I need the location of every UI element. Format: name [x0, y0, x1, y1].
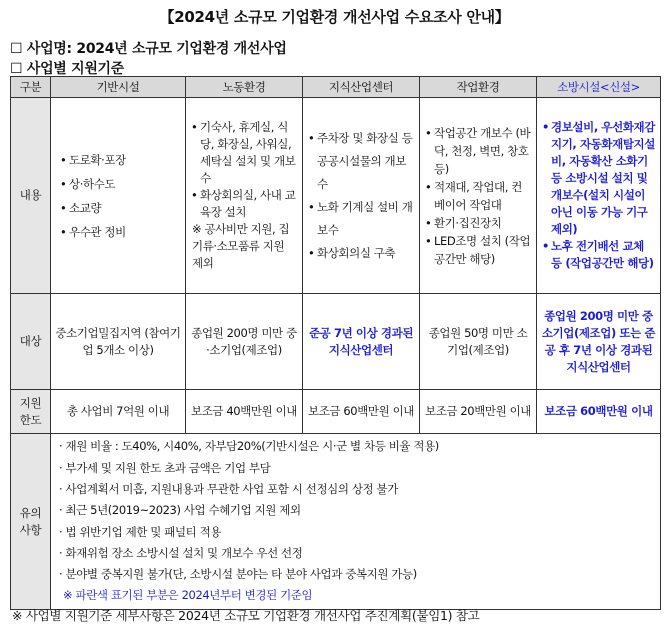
list-item: • 노화 기계실 설비 개보수 [308, 199, 413, 237]
table-row-notes [11, 434, 661, 610]
cell-fire-target: 종업원 200명 미만 중소기업(제조업) 또는 준공 후 7년 이상 경과된 지식산업센터 [537, 294, 661, 390]
list-item: • 경보설비, 우선화재감지기, 자동화재탐지설비, 자동확산 소화기 등 소방시설 설치 및 개보수(설치 시설이 아닌 이동 가능 기구 제외) [542, 120, 655, 236]
note-item: · 재원 비율 : 도40%, 시40%, 자부담20%(기반시설은 시·군 별 차등 비율 적용) [59, 439, 439, 454]
cell-notes [51, 434, 661, 610]
row-label-notes: 유의 사항 [11, 434, 51, 610]
list-item: • 화상회의실 구축 [308, 245, 396, 260]
list-item: • 기숙사, 휴게실, 식당, 화장실, 사워실, 세탁실 설치 및 개보수 [191, 120, 296, 185]
list-item: • 적재대, 작업대, 컨베이어 작업대 [425, 179, 522, 212]
list-item: • LED조명 설치 (작업공간만 해당) [425, 233, 531, 266]
note-item: · 최근 5년(2019~2023) 사업 수혜기업 지원 제외 [59, 503, 301, 518]
table-row-limit [11, 390, 661, 434]
criteria-heading: 사업별 지원기준 [26, 61, 124, 77]
page-title: 【2024년 소규모 기업환경 개선사업 수요조사 안내】 [159, 8, 510, 26]
cell-infra-target: 중소기업밀집지역 (참여기업 5개소 이상) [51, 294, 186, 390]
note-item: · 법 위반기업 제한 및 패널티 적용 [59, 524, 222, 539]
project-name: 사업명: 2024년 소규모 기업환경 개선사업 [26, 41, 287, 57]
row-label-limit: 지원 한도 [11, 390, 51, 434]
criteria-heading-line [10, 58, 124, 78]
project-name-line [10, 38, 287, 58]
cell-fire-content [537, 98, 661, 294]
list-item: • 노후 전기배선 교체 등 (작업공간만 해당) [542, 239, 654, 270]
list-item: • 상·하수도 [60, 176, 116, 191]
cell-labor-limit: 보조금 40백만원 이내 [186, 390, 303, 434]
cell-fire-limit: 보조금 60백만원 이내 [537, 390, 661, 434]
checkbox-icon: ☐ [10, 41, 23, 57]
list-item: • 도로확·포장 [60, 152, 126, 167]
labor-note: ※ 공사비만 지원, 집기류·소모품류 지원 제외 [192, 222, 290, 270]
row-label-target: 대상 [11, 294, 51, 390]
cell-labor-content [186, 98, 303, 294]
table-header-row [11, 77, 661, 98]
note-item: · 분야별 중복지원 불가(단, 소방시설 분야는 타 분야 사업과 중복지원 가능) [59, 567, 417, 582]
checkbox-icon: ☐ [10, 61, 23, 77]
cell-infra-limit: 총 사업비 7억원 이내 [51, 390, 186, 434]
note-item: · 사업계획서 미흡, 지원내용과 무관한 사업 포함 시 선정심의 상정 불가 [59, 481, 398, 496]
cell-work-limit: 보조금 20백만원 이내 [420, 390, 537, 434]
cell-center-limit: 보조금 60백만원 이내 [303, 390, 420, 434]
header-labor: 노동환경 [186, 77, 303, 98]
note-highlight: ※ 파란색 표기된 부분은 2024년부터 변경된 기준임 [63, 588, 313, 603]
cell-center-content [303, 98, 420, 294]
cell-labor-target: 종업원 200명 미만 중·소기업(제조업) [186, 294, 303, 390]
footer-note: ※ 사업별 지원기준 세부사항은 2024년 소규모 기업환경 개선사업 추진계획(붙임1) 참고 [12, 608, 480, 623]
header-fire: 소방시설<신설> [537, 77, 661, 98]
cell-work-content [420, 98, 537, 294]
header-infra: 기반시설 [51, 77, 186, 98]
criteria-table [10, 76, 661, 610]
header-work-env: 작업환경 [420, 77, 537, 98]
note-item: · 화재위험 장소 소방시설 설치 및 개보수 우선 선정 [59, 545, 303, 560]
header-category: 구분 [11, 77, 51, 98]
table-row-target [11, 294, 661, 390]
list-item: • 화상회의실, 사내 교육장 설치 [191, 188, 296, 219]
note-item: · 부가세 및 지원 한도 초과 금액은 기업 부담 [59, 460, 271, 475]
list-item: • 작업공간 개보수 (바닥, 천정, 벽면, 창호 등) [425, 125, 531, 176]
cell-infra-content [51, 98, 186, 294]
header-knowledge-center: 지식산업센터 [303, 77, 420, 98]
list-item: • 소교량 [60, 200, 102, 215]
row-label-content: 내용 [11, 98, 51, 294]
cell-center-target: 준공 7년 이상 경과된 지식산업센터 [303, 294, 420, 390]
cell-work-target: 종업원 50명 미만 소기업(제조업) [420, 294, 537, 390]
table-row-content [11, 98, 661, 294]
list-item: • 환기·집진장치 [425, 215, 502, 230]
list-item: • 주차장 및 화장실 등 공공시설물의 개보수 [308, 130, 413, 191]
list-item: • 우수관 정비 [60, 224, 126, 239]
